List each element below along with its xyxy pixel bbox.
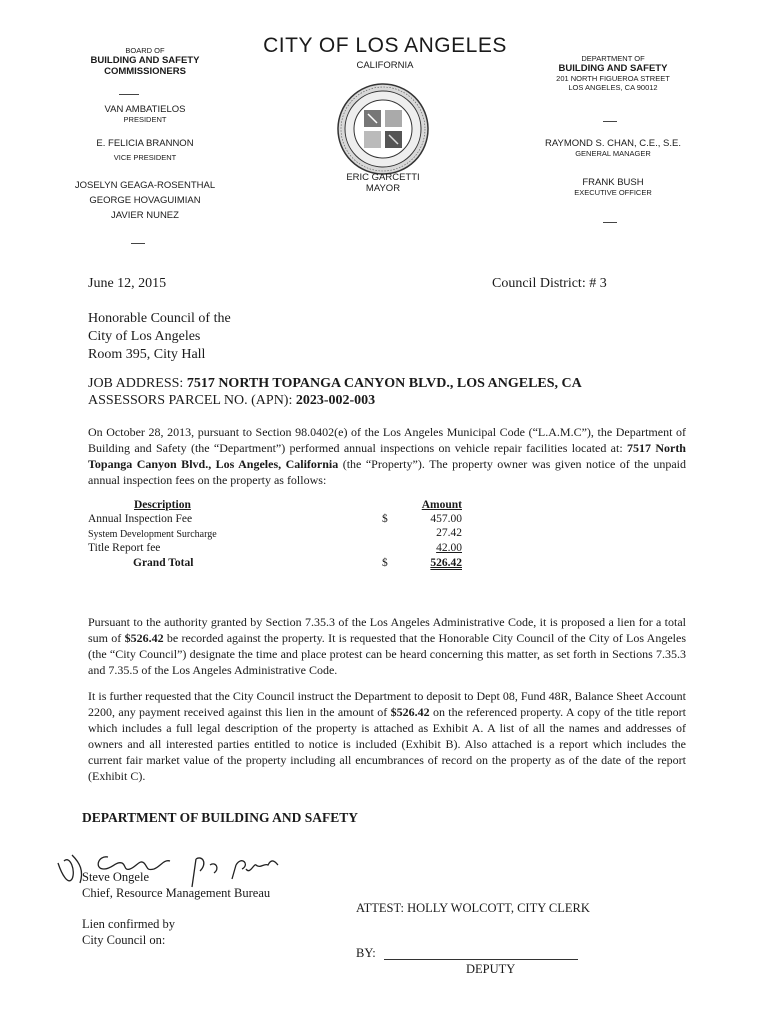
job-address-label: JOB ADDRESS: <box>88 376 187 391</box>
by-label: BY: <box>356 946 376 960</box>
eo-name: FRANK BUSH <box>582 177 644 188</box>
recipient-line1: Honorable Council of the <box>88 311 231 326</box>
member-1: JOSELYN GEAGA-ROSENTHAL <box>74 180 216 191</box>
lien-block <box>82 916 175 948</box>
board-block <box>70 46 220 77</box>
deputy-label: DEPUTY <box>466 962 516 976</box>
fee-row-amount: 42.00 <box>436 542 462 554</box>
divider <box>119 94 139 95</box>
board-president <box>70 104 220 124</box>
attest-line: ATTEST: HOLLY WOLCOTT, CITY CLERK <box>356 901 590 915</box>
board-line3: COMMISSIONERS <box>104 66 186 77</box>
gm-title: GENERAL MANAGER <box>575 149 651 158</box>
grand-total-amount: 526.42 <box>430 557 462 569</box>
fee-row-desc: Annual Inspection Fee <box>88 513 193 525</box>
divider <box>603 121 617 122</box>
department-block <box>528 54 698 92</box>
lien-line1: Lien confirmed by <box>82 917 176 931</box>
signer-name: Steve Ongele <box>82 870 149 884</box>
paragraph-2 <box>88 614 686 678</box>
recipient-line2: City of Los Angeles <box>88 329 201 344</box>
city-title: CITY OF LOS ANGELES <box>263 34 507 57</box>
city-block <box>255 34 515 71</box>
gm-name: RAYMOND S. CHAN, C.E., S.E. <box>544 138 681 149</box>
grand-total-label: Grand Total <box>133 557 194 569</box>
p2-text: be recorded against the property. It is requested that the Honorable City Council of the City of Los Angeles (the “City Council”) designate the time and place protest can be heard concerning this matter, as set forth in Sections 7.35.3 and 7.35.5 of the Los Angeles Administrative Code. <box>88 631 686 677</box>
mayor-name: ERIC GARCETTI <box>346 172 420 183</box>
p1-bold: 7517 North Topanga Canyon Blvd., Los Angeles, California <box>88 441 686 471</box>
eo-block <box>528 177 698 197</box>
fee-row-currency: $ <box>382 513 388 525</box>
dept-address2: LOS ANGELES, CA 90012 <box>568 83 658 92</box>
job-address-block <box>88 375 708 409</box>
president-name: VAN AMBATIELOS <box>104 104 186 115</box>
board-vp <box>70 138 220 162</box>
council-district: Council District: # 3 <box>492 276 607 291</box>
table-header-description: Description <box>134 499 191 511</box>
apn-label: ASSESSORS PARCEL NO. (APN): <box>88 393 296 408</box>
divider <box>131 243 145 244</box>
grand-total-currency: $ <box>382 557 388 569</box>
dept-address1: 201 NORTH FIGUEROA STREET <box>556 74 670 83</box>
fee-row-desc: System Development Surcharge <box>88 529 217 540</box>
vp-name: E. FELICIA BRANNON <box>96 138 194 149</box>
dept-line1: DEPARTMENT OF <box>581 54 645 63</box>
dept-line2: BUILDING AND SAFETY <box>558 63 668 74</box>
board-line2: BUILDING AND SAFETY <box>90 55 200 66</box>
president-title: PRESIDENT <box>123 115 167 124</box>
letter-date: June 12, 2015 <box>88 276 167 291</box>
table-header-amount: Amount <box>421 499 462 511</box>
vp-title: VICE PRESIDENT <box>113 153 177 162</box>
divider <box>603 222 617 223</box>
p3-bold: $526.42 <box>390 705 430 719</box>
gm-block <box>528 138 698 158</box>
mayor-title: MAYOR <box>365 183 401 194</box>
signer-title: Chief, Resource Management Bureau <box>82 886 271 900</box>
department-signoff: DEPARTMENT OF BUILDING AND SAFETY <box>82 810 359 825</box>
fee-row-desc: Title Report fee <box>88 542 161 554</box>
member-3: JAVIER NUNEZ <box>111 210 179 221</box>
city-state: CALIFORNIA <box>356 60 414 71</box>
board-line1: BOARD OF <box>125 46 165 55</box>
recipient-block <box>88 310 231 364</box>
recipient-line3: Room 395, City Hall <box>88 347 206 362</box>
apn-value: 2023-002-003 <box>295 393 376 408</box>
p3-text: It is further requested that the City Council instruct the Department to deposit to Dept 08, Fund 48R, Balance Sheet Account 2200, any payment received against this lien in the amount of <box>88 689 686 719</box>
fee-row-amount: 457.00 <box>430 513 462 525</box>
board-members <box>55 178 235 223</box>
p2-text: Pursuant to the authority granted by Section 7.35.3 of the Los Angeles Administrative Code, it is proposed a lien for a total sum of <box>88 615 686 645</box>
eo-title: EXECUTIVE OFFICER <box>574 188 652 197</box>
paragraph-1 <box>88 424 686 488</box>
signer-block <box>82 869 270 901</box>
mayor-block <box>320 172 446 194</box>
paragraph-3 <box>88 688 686 784</box>
p1-text: (the “Property”). The property owner was given notice of the unpaid annual inspection fees on the property as follows: <box>88 457 687 487</box>
member-2: GEORGE HOVAGUIMIAN <box>89 195 201 206</box>
lien-line2: City Council on: <box>82 933 166 947</box>
p1-text: On October 28, 2013, pursuant to Section 98.0402(e) of the Los Angeles Municipal Code (“L.A.M.C”), the Department of Building and Safety (the “Department”) performed annual inspections on vehicle repair facilities located at: <box>88 425 686 455</box>
p2-bold: $526.42 <box>124 631 164 645</box>
job-address-value: 7517 NORTH TOPANGA CANYON BLVD., LOS ANGELES, CA <box>186 376 582 391</box>
city-seal-icon <box>336 82 430 176</box>
p3-text: on the referenced property. A copy of the title report which includes a full legal description of the property is attached as Exhibit A. A list of all the names and addresses of owners and all interested parties entitled to notice is included (Exhibit B). Also attached is a report which includes the current fair market value of the property including all encumbrances of record on the property as of the date of the report (Exhibit C). <box>88 705 686 783</box>
fee-row-amount: 27.42 <box>436 527 462 539</box>
signature-line <box>384 959 578 960</box>
